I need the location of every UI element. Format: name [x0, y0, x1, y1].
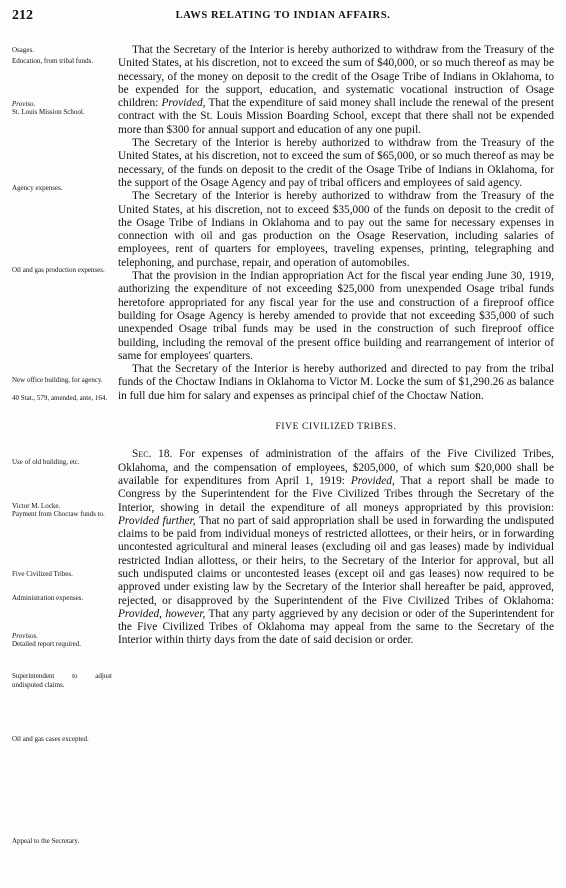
note-osages: Osages. [12, 46, 34, 54]
note-superintendent: Superintendent to adjust undisputed claims. [12, 672, 112, 689]
section-18-provided-1: Provided, [350, 474, 395, 487]
note-administration: Administration expenses. [12, 594, 84, 602]
note-detailed-report: Detailed report required. [12, 640, 81, 648]
paragraph-osage-education [118, 44, 554, 137]
note-oil-gas-production: Oil and gas production expenses. [12, 266, 105, 274]
para1-text-a: That the Secretary of the Interior is hereby authorized to withdraw from the Treasury of the United States, at his discretion, not to exceed the sum of $40,000, or so much thereof as may be necessary, of the money on deposit to the credit of the Osage Tribe of Indians in Oklahoma, to be expended for the support, education, and systematic vocational instruction of Osage children: [118, 44, 554, 110]
note-agency-expenses: Agency expenses. [12, 184, 63, 192]
para1-provided: Provided, [161, 97, 206, 110]
note-new-office: New office building, for agency. [12, 376, 103, 384]
note-provisos-label: Provisos. [12, 632, 38, 640]
note-st-louis: St. Louis Mission School. [12, 108, 85, 116]
running-title: LAWS RELATING TO INDIAN AFFAIRS. [175, 10, 391, 21]
note-proviso-label: Proviso. [12, 100, 36, 108]
paragraph-oil-gas-production: The Secretary of the Interior is hereby authorized to withdraw from the Treasury of the United States, at his discretion, not to exceed $35,000 of the funds on deposit to the credit of the Osage Tribe of Indians in Oklahoma and to pay out the same for necessary expenses in connection with oil and gas production on the Osage Reservation, including salaries of employees, rent of quarters for employees, traveling expenses, printing, telegraphing and telephoning, and purchase, repair, and operation of automobiles. [118, 190, 554, 269]
note-victor-locke: Victor M. Locke. [12, 502, 61, 510]
note-appeal: Appeal to the Secretary. [12, 837, 80, 845]
note-choctaw-payment: Payment from Choctaw funds to. [12, 510, 105, 518]
note-five-tribes: Five Civilized Tribes. [12, 570, 73, 578]
paragraph-office-building: That the provision in the Indian appropriation Act for the fiscal year ending June 30, 1919, authorizing the expenditure of not exceeding $25,000 from unexpended Osage tribal funds heretofore appropriated for any fiscal year for the use and construction of a fireproof office building for Osage Agency is hereby amended to provide that not exceeding $35,000 of such unexpended Osage tribal funds may be used in the construction of such fireproof office building, including the removal of the present office building and rearrangement of interior of same for employees' quarters. [118, 270, 554, 362]
note-education: Education, from tribal funds. [12, 57, 94, 65]
section-18-provided-3: Provided, however, [118, 607, 206, 620]
note-oil-gas-cases: Oil and gas cases excepted. [12, 735, 89, 743]
section-18-provided-2: Provided further, [118, 514, 196, 527]
note-old-building: Use of old building, etc. [12, 458, 80, 466]
section-18-text-a: For expenses of administration of the affairs of the Five Civilized Tribes, Oklahoma, and the compensation of employees, $205,000, of which sum $20,000 shall be available for expenditures from April 1, 1919: [118, 448, 554, 487]
section-18-text-b: That a report shall be made to Congress by the Superintendent for the Five Civilized Tribes through the Secretary of the Interior, showing in detail the expenditure of all moneys appropriated by this provision: [118, 474, 554, 514]
page-number: 212 [12, 8, 33, 23]
paragraph-victor-locke: That the Secretary of the Interior is hereby authorized and directed to pay from the tribal funds of the Choctaw Indians in Oklahoma to Victor M. Locke the sum of $1,290.26 as balance in full due him for salary and expenses as principal chief of the Choctaw Nation. [118, 363, 554, 402]
para1-text-b: That the expenditure of said money shall include the renewal of the present contract with the St. Louis Mission Boarding School, except that there shall not be expended more than $300 for annual support and education of any one pupil. [118, 97, 554, 136]
paragraph-agency-expenses: The Secretary of the Interior is hereby authorized to withdraw from the Treasury of the United States, at his discretion, not to exceed the sum of $65,000, or so much thereof as may be necessary, of the funds on deposit to the credit of the Osage Tribe of Indians in Oklahoma, for the support of the Osage Agency and pay of tribal officers and employees of said agency. [118, 137, 554, 189]
section-18-text-d: That any party aggrieved by any decision or oder of the Superintendent for the Five Civilized Tribes of Oklahoma may appeal from the same to the Secretary of the Interior within thirty days from the date of said decision or order. [118, 607, 555, 647]
main-text [118, 44, 554, 648]
section-heading: FIVE CIVILIZED TRIBES. [275, 422, 397, 433]
note-stat-reference: 40 Stat., 579, amended, ante, 164. [12, 394, 108, 402]
section-18-text-c: That no part of said appropriation shall be used in forwarding the undisputed claims to be paid from individual moneys of restricted allottees, or their heirs, or in forwarding uncontested agricultural and mineral leases (excluding oil and gas leases) made by individual restricted Indian allottess, or their heirs, to the Secretary of the Interior for approval, but all such undisputed claims or uncontested leases (except oil and gas leases) now required to be approved under existing law by the Secretary of the Interior shall hereafter be paid, approved, rejected, or disapproved by the Superintendent of the Five Civilized Tribes of Oklahoma: [118, 514, 554, 607]
page-header [12, 8, 554, 26]
section-18-label: Sec. 18. [132, 448, 173, 461]
paragraph-section-18 [118, 448, 554, 647]
